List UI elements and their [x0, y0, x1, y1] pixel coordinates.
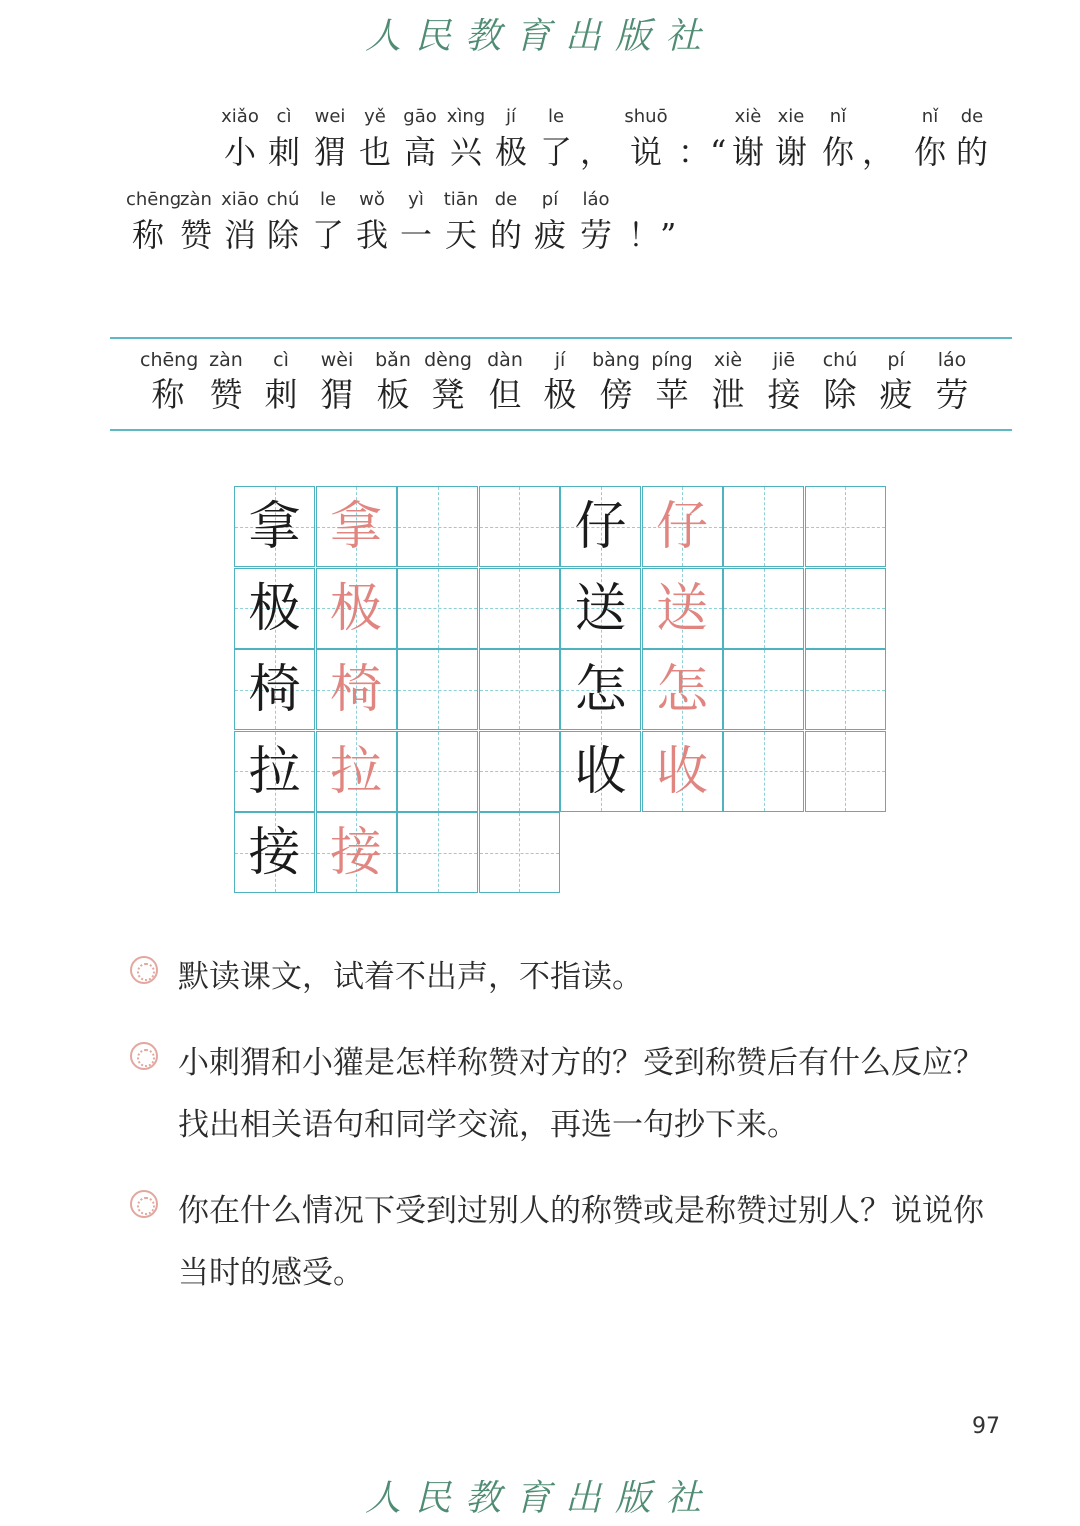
hanzi: 消 [223, 216, 256, 254]
hanzi: 除 [266, 216, 299, 254]
question-1 [130, 946, 1010, 1016]
trace-character: 椅 [329, 660, 382, 720]
vocab-word [532, 347, 588, 417]
pinyin: xie [777, 106, 805, 127]
trace-character: 接 [329, 823, 382, 883]
pinyin: tiān [443, 189, 479, 210]
ruby-char [262, 104, 306, 174]
ruby-char [950, 104, 994, 174]
hanzi: 泄 [711, 375, 745, 414]
grid-cell-trace [316, 486, 397, 567]
hanzi: 疲 [533, 216, 566, 254]
hanzi: 赞 [209, 375, 243, 414]
ruby-char [353, 104, 397, 174]
vocab-word [140, 347, 199, 417]
model-character: 送 [574, 578, 627, 639]
grid-cell-empty [397, 486, 478, 567]
question-text: 你在什么情况下受到过别人的称赞或是称赞过别人？说说你当时的感受。 [178, 1193, 984, 1291]
vocab-word [477, 347, 533, 417]
ruby-char [534, 104, 578, 174]
grid-cell-empty [479, 568, 560, 649]
pinyin: le [319, 189, 337, 210]
grid-cell-empty [397, 568, 478, 649]
pinyin: nǐ [921, 106, 939, 127]
pinyin: láo [937, 349, 967, 371]
vocab-word [700, 347, 756, 417]
model-character: 拉 [248, 741, 301, 802]
pinyin: dèng [424, 349, 472, 371]
hanzi: 也 [358, 133, 391, 171]
ruby-char [174, 187, 218, 257]
hanzi: 你 [913, 133, 946, 171]
ruby-char [308, 104, 352, 174]
grid-cell-empty [479, 649, 560, 730]
pinyin: gāo [403, 106, 437, 127]
ruby-char [628, 187, 677, 257]
trace-character: 怎 [655, 660, 708, 720]
grid-cell-trace [316, 812, 397, 893]
grid-cell-empty [723, 649, 804, 730]
grid-cell-model [560, 649, 641, 730]
hanzi: 极 [494, 133, 527, 171]
pinyin: xiāo [221, 189, 259, 210]
ruby-char [489, 104, 533, 174]
pinyin: yì [408, 189, 424, 210]
grid-cell-model [560, 731, 641, 812]
hanzi: ， [579, 133, 612, 171]
hanzi: 了 [311, 216, 344, 254]
model-character: 拿 [248, 497, 301, 557]
grid-cell-empty [723, 486, 804, 567]
grid-cell-model [234, 486, 315, 567]
pinyin: xiè [734, 106, 762, 127]
hanzi: 接 [767, 375, 801, 414]
hanzi: 傍 [599, 375, 633, 414]
vocab-word [198, 347, 254, 417]
vocab-word [924, 347, 980, 417]
hanzi: 天 [444, 216, 477, 254]
ruby-char [726, 104, 770, 174]
vocab-word [309, 347, 365, 417]
pinyin: de [494, 189, 518, 210]
hanzi: ！” [628, 216, 677, 254]
ruby-char [398, 104, 442, 174]
vocab-word [812, 347, 868, 417]
model-character: 仔 [574, 497, 627, 557]
vocab-word [253, 347, 309, 417]
ruby-char [624, 104, 668, 174]
vocab-word [588, 347, 644, 417]
pinyin: wǒ [359, 189, 385, 210]
vocab-word [644, 347, 700, 417]
passage-line-1 [0, 104, 1080, 184]
question-bullet-icon [130, 1190, 158, 1218]
grid-cell-trace [642, 649, 723, 730]
hanzi: 高 [403, 133, 436, 171]
pinyin: jí [505, 106, 516, 127]
hanzi: ， [861, 133, 894, 171]
hanzi: 疲 [879, 375, 913, 414]
grid-cell-trace [642, 568, 723, 649]
hanzi: 谢 [731, 133, 764, 171]
hanzi: 我 [355, 216, 388, 254]
pinyin: le [547, 106, 565, 127]
model-character: 接 [248, 823, 301, 883]
trace-character: 仔 [655, 497, 708, 557]
grid-cell-trace [642, 486, 723, 567]
vocab-word [365, 347, 421, 417]
vocab-word [868, 347, 924, 417]
pinyin: de [960, 106, 984, 127]
grid-cell-trace [642, 731, 723, 812]
ruby-char [350, 187, 394, 257]
ruby-char [218, 104, 262, 174]
page-number: 97 [972, 1414, 1000, 1439]
hanzi: 除 [823, 375, 857, 414]
pinyin: chú [822, 349, 858, 371]
pinyin: píng [651, 349, 693, 371]
model-character: 极 [248, 578, 301, 639]
question-text: 小刺猬和小獾是怎样称赞对方的？受到称赞后有什么反应？找出相关语句和同学交流，再选一句抄下来。 [178, 1045, 984, 1143]
pinyin: chēng [140, 349, 199, 371]
ruby-char [306, 187, 350, 257]
pinyin [628, 187, 672, 213]
pinyin: yě [364, 106, 386, 127]
pinyin: zàn [180, 189, 212, 210]
grid-cell-empty [479, 812, 560, 893]
pinyin [574, 104, 618, 130]
hanzi: 劳 [579, 216, 612, 254]
pinyin: jiē [772, 349, 796, 371]
ruby-char [574, 104, 618, 174]
passage-line-2 [0, 187, 1080, 267]
pinyin: wèi [320, 349, 354, 371]
hanzi: 劳 [935, 375, 969, 414]
question-bullet-icon [130, 1042, 158, 1070]
grid-cell-trace [316, 649, 397, 730]
pinyin: shuō [624, 106, 668, 127]
pinyin: chēng [126, 189, 182, 210]
ruby-char [126, 187, 182, 257]
pinyin: wei [314, 106, 346, 127]
hanzi: 猬 [320, 375, 354, 414]
grid-cell-empty [479, 731, 560, 812]
hanzi: 的 [955, 133, 988, 171]
grid-cell-empty [479, 486, 560, 567]
grid-cell-trace [316, 568, 397, 649]
pinyin: cì [276, 106, 292, 127]
ruby-char [444, 104, 488, 174]
ruby-char [218, 187, 262, 257]
hanzi: 一 [399, 216, 432, 254]
grid-cell-model [234, 812, 315, 893]
model-character: 怎 [574, 660, 627, 720]
grid-cell-empty [397, 731, 478, 812]
grid-cell-model [560, 486, 641, 567]
model-character: 椅 [248, 660, 301, 720]
grid-cell-model [234, 568, 315, 649]
pinyin: pí [887, 349, 905, 371]
pinyin: dàn [487, 349, 523, 371]
question-3 [130, 1180, 1010, 1310]
hanzi: 的 [489, 216, 522, 254]
hanzi: 你 [821, 133, 854, 171]
pinyin: chú [266, 189, 300, 210]
question-2 [130, 1032, 1010, 1162]
vocab-word [756, 347, 812, 417]
pinyin [678, 104, 722, 130]
pinyin: láo [582, 189, 610, 210]
ruby-char [394, 187, 438, 257]
grid-cell-model [560, 568, 641, 649]
pinyin: bǎn [375, 349, 411, 371]
hanzi: ：“ [678, 133, 727, 171]
hanzi: 苹 [655, 375, 689, 414]
pinyin: pí [541, 189, 559, 210]
grid-cell-empty [805, 486, 886, 567]
question-text: 默读课文，试着不出声，不指读。 [178, 959, 643, 995]
trace-character: 收 [655, 741, 708, 802]
hanzi: 刺 [264, 375, 298, 414]
pinyin: cì [273, 349, 289, 371]
hanzi: 刺 [267, 133, 300, 171]
grid-cell-empty [805, 649, 886, 730]
grid-cell-empty [805, 731, 886, 812]
pinyin: zàn [209, 349, 243, 371]
grid-cell-trace [316, 731, 397, 812]
grid-cell-model [234, 731, 315, 812]
pinyin [856, 104, 900, 130]
trace-character: 极 [329, 578, 382, 639]
hanzi: 但 [488, 375, 522, 414]
trace-character: 送 [655, 578, 708, 639]
hanzi: 谢 [774, 133, 807, 171]
pinyin: nǐ [829, 106, 847, 127]
ruby-char [261, 187, 305, 257]
model-character: 收 [574, 741, 627, 802]
pinyin: xiǎo [221, 106, 259, 127]
ruby-char [439, 187, 483, 257]
hanzi: 赞 [179, 216, 212, 254]
ruby-char [908, 104, 952, 174]
trace-character: 拿 [329, 497, 382, 557]
grid-cell-empty [723, 568, 804, 649]
hanzi: 小 [223, 133, 256, 171]
vocabulary-band [110, 337, 1012, 431]
publisher-footer: 人民教育出版社 [364, 1478, 715, 1519]
ruby-char [574, 187, 618, 257]
ruby-char [484, 187, 528, 257]
ruby-char [856, 104, 900, 174]
hanzi: 板 [376, 375, 410, 414]
hanzi: 凳 [431, 375, 465, 414]
vocab-word [420, 347, 476, 417]
ruby-char [769, 104, 813, 174]
hanzi: 猬 [313, 133, 346, 171]
hanzi: 了 [539, 133, 572, 171]
pinyin: xìng [446, 106, 486, 127]
question-bullet-icon [130, 956, 158, 984]
grid-cell-empty [397, 812, 478, 893]
pinyin: jí [554, 349, 566, 371]
trace-character: 拉 [329, 741, 382, 802]
hanzi: 兴 [449, 133, 482, 171]
hanzi: 称 [151, 375, 185, 414]
grid-cell-empty [723, 731, 804, 812]
ruby-char [528, 187, 572, 257]
hanzi: 说 [629, 133, 662, 171]
publisher-header: 人民教育出版社 [364, 16, 715, 57]
hanzi: 称 [131, 216, 164, 254]
grid-cell-model [234, 649, 315, 730]
grid-cell-empty [805, 568, 886, 649]
hanzi: 极 [543, 375, 577, 414]
ruby-char [816, 104, 860, 174]
ruby-char [678, 104, 727, 174]
pinyin: bàng [592, 349, 640, 371]
grid-cell-empty [397, 649, 478, 730]
pinyin: xiè [713, 349, 743, 371]
